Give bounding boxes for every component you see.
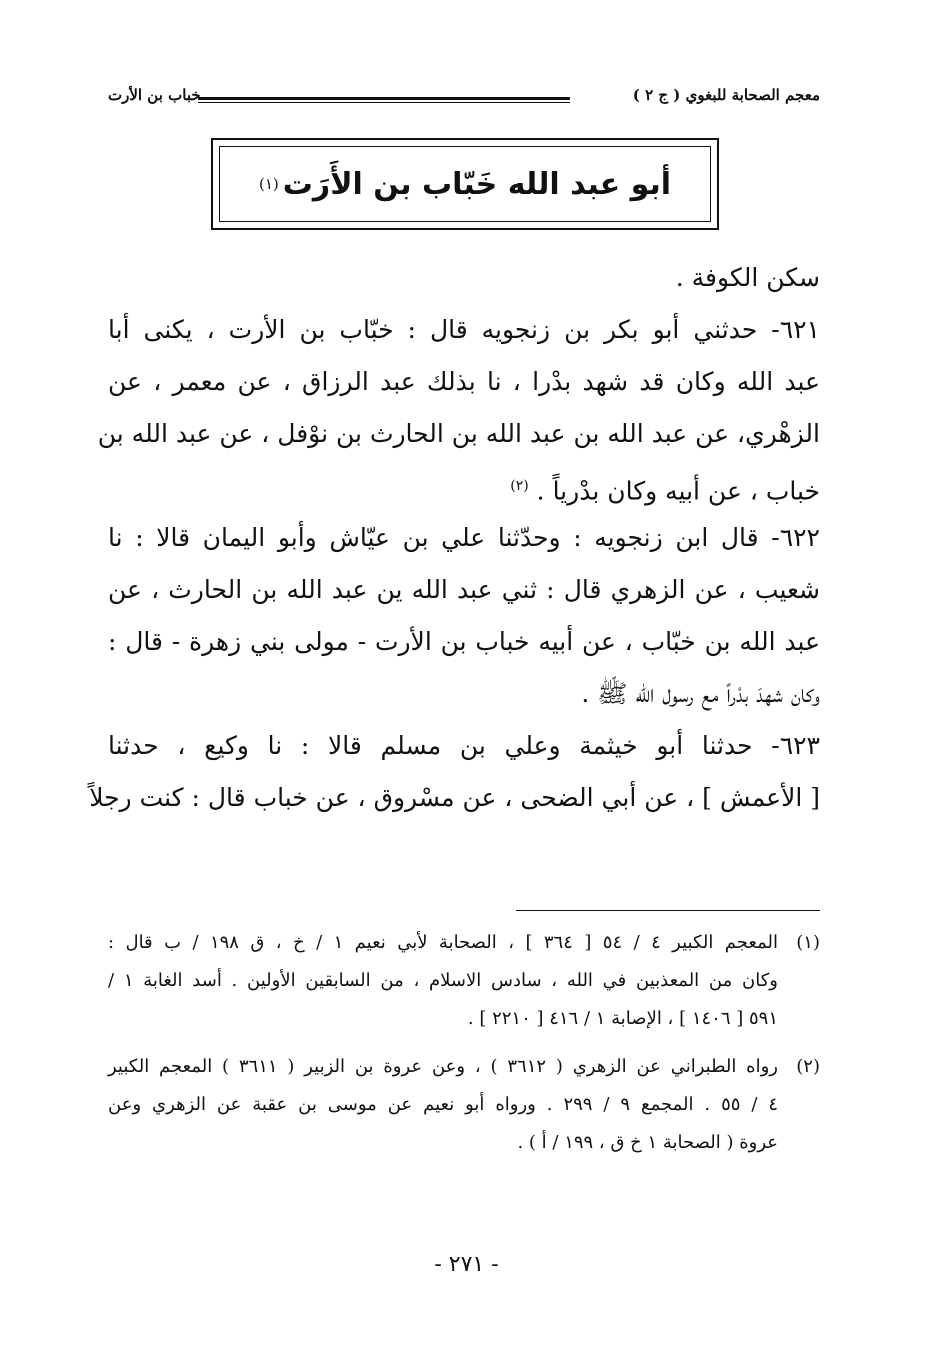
page-number: - ٢٧١ - bbox=[434, 1252, 499, 1277]
body-line: شعيب ، عن الزهري قال : ثني عبد الله ين عبد الله بن الحارث ، عن bbox=[108, 575, 820, 604]
footnote-body bbox=[108, 924, 778, 1038]
body-line bbox=[108, 460, 820, 512]
footnote bbox=[108, 924, 820, 1038]
body-line: ٦٢٣- حدثنا أبو خيثمة وعلي بن مسلم قالا : نا وكيع ، حدثنا bbox=[108, 731, 820, 760]
title-inner-frame bbox=[219, 146, 711, 222]
footnote-separator bbox=[516, 910, 820, 911]
header-book-title: معجم الصحابة للبغوي ( ج ٢ ) bbox=[632, 86, 820, 104]
footnote-line: وكان من المعذبين في الله ، سادس الاسلام ، من السابقين الأولين . أسد الغابة ١ / bbox=[108, 970, 778, 991]
footnote bbox=[108, 1048, 820, 1162]
body-line: الزهْري، عن عبد الله بن عبد الله بن الحارث بن نوْفل ، عن عبد الله بن bbox=[97, 419, 820, 448]
title-frame bbox=[211, 138, 719, 230]
footnote-body bbox=[108, 1048, 778, 1162]
body-line: عبد الله بن خبّاب ، عن أبيه خباب بن الأرت - مولى بني زهرة - قال : bbox=[108, 627, 820, 656]
body-text bbox=[89, 252, 820, 824]
header-rule bbox=[198, 97, 570, 103]
footnote-line: ٥٩١ [ ١٤٠٦ ] ، الإصابة ١ / ٤١٦ [ ٢٢١٠ ] . bbox=[467, 1008, 778, 1029]
chapter-title: أبو عبد الله خَبّاب بن الأَرَت bbox=[282, 166, 671, 202]
footnote-line: ٤ / ٥٥ . المجمع ٩ / ٢٩٩ . ورواه أبو نعيم عن موسى بن عقبة عن الزهري وعن bbox=[108, 1094, 778, 1115]
body-line: [ الأعمش ] ، عن أبي الضحى ، عن مسْروق ، عن خباب قال : كنت رجلاً bbox=[89, 783, 820, 812]
body-line: ٦٢١- حدثني أبو بكر بن زنجويه قال : خبّاب بن الأرت ، يكنى أبا bbox=[108, 315, 820, 344]
footnote-ref: (٢) bbox=[510, 478, 529, 494]
footnote-number: (٢) bbox=[796, 1056, 820, 1077]
footnote-number: (١) bbox=[796, 932, 820, 953]
footnote-line: عروة ( الصحابة ١ خ ق ، ١٩٩ / أ ) . bbox=[517, 1132, 778, 1153]
body-line: سكن الكوفة . bbox=[675, 263, 820, 292]
title-footnote-ref: (١) bbox=[259, 175, 279, 193]
footnote-line: رواه الطبراني عن الزهري ( ٣٦١٢ ) ، وعن عروة بن الزبير ( ٣٦١١ ) المعجم الكبير bbox=[108, 1056, 778, 1077]
header-chapter-title: خباب بن الأرت bbox=[108, 86, 201, 104]
body-line: ٦٢٢- قال ابن زنجويه : وحدّثنا علي بن عيّاش وأبو اليمان قالا : نا bbox=[108, 523, 820, 552]
footnote-line: المعجم الكبير ٤ / ٥٤ [ ٣٦٤ ] ، الصحابة لأبي نعيم ١ / خ ، ق ١٩٨ / ب قال : bbox=[108, 932, 778, 953]
body-line: عبد الله وكان قد شهد بدْرا ، نا بذلك عبد الرزاق ، عن معمر ، عن bbox=[108, 367, 820, 396]
running-header bbox=[108, 86, 820, 114]
body-line: وكان شهدَ بدْراً مع رسول الله ﷺ . bbox=[581, 679, 820, 708]
body-line-text: خباب ، عن أبيه وكان بدْرياً . bbox=[536, 476, 820, 506]
footnotes bbox=[108, 924, 820, 1162]
